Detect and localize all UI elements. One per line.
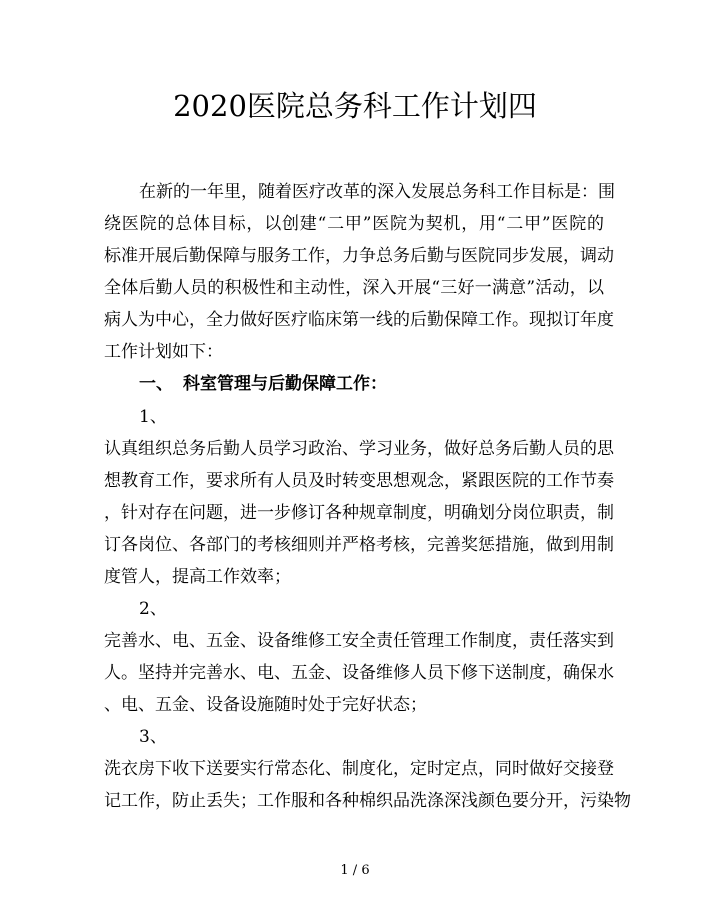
intro-line-5: 病人为中心，全力做好医疗临床第一线的后勤保障工作。现拟订年度 [104,310,614,330]
item-2-line-3: 、电、五金、设备设施随时处于完好状态； [104,695,427,715]
item-1-number: 1、 [139,407,167,427]
item-3-number: 3、 [139,727,167,747]
item-2-line-2: 人。坚持并完善水、电、五金、设备维修人员下修下送制度，确保水 [104,663,614,683]
section-number: 一、 [139,374,173,394]
item-1-line-2: 想教育工作，要求所有人员及时转变思想观念，紧跟医院的工作节奏 [104,471,614,491]
intro-line-6: 工作计划如下： [104,342,223,362]
item-1-line-1: 认真组织总务后勤人员学习政治、学习业务，做好总务后勤人员的思 [104,439,614,459]
intro-line-2: 绕医院的总体目标，以创建“二甲”医院为契机，用“二甲”医院的 [104,214,604,234]
item-2-number: 2、 [139,599,167,619]
item-1-line-3: ，针对存在问题，进一步修订各种规章制度，明确划分岗位职责，制 [104,503,614,523]
intro-line-1: 在新的一年里，随着医疗改革的深入发展总务科工作目标是：围 [139,182,615,202]
item-1-line-4: 订各岗位、各部门的考核细则并严格考核，完善奖惩措施，做到用制 [104,535,614,555]
intro-line-3: 标准开展后勤保障与服务工作，力争总务后勤与医院同步发展，调动 [104,246,614,266]
page-number: 1 / 6 [340,863,370,878]
item-1-line-5: 度管人，提高工作效率； [104,567,291,587]
intro-line-4: 全体后勤人员的积极性和主动性，深入开展“三好一满意”活动，以 [104,278,604,298]
section-heading-text: 科室管理与后勤保障工作： [183,374,387,394]
item-3-line-1: 洗衣房下收下送要实行常态化、制度化，定时定点，同时做好交接登 [104,759,614,779]
document-title: 2020医院总务科工作计划四 [173,89,537,123]
section-heading [139,371,387,397]
item-2-line-1: 完善水、电、五金、设备维修工安全责任管理工作制度，责任落实到 [104,631,614,651]
item-3-line-2: 记工作，防止丢失；工作服和各种棉织品洗涤深浅颜色要分开，污染物 [104,791,631,811]
